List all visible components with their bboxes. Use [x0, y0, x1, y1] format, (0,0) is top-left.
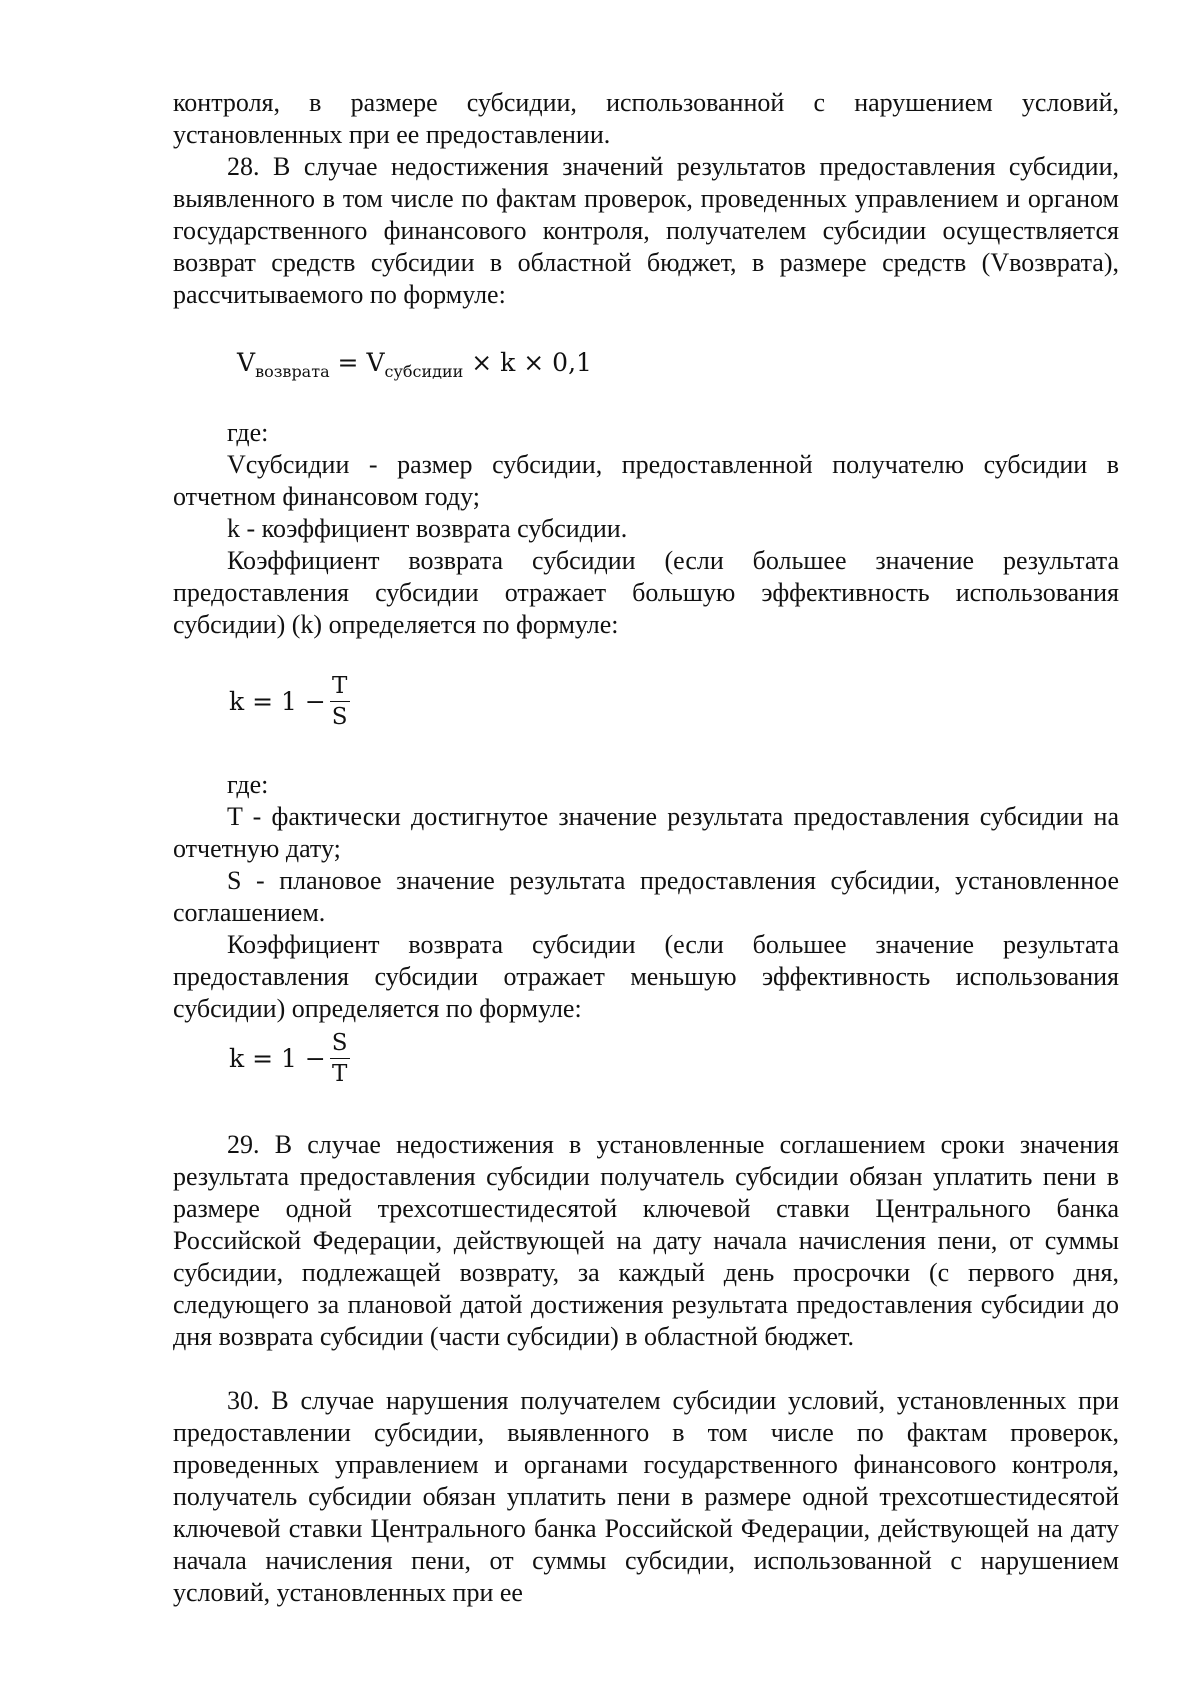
- fraction: [330, 672, 350, 731]
- formula-k-direct: [229, 672, 350, 731]
- paragraph-continuation: контроля, в размере субсидии, использованной с нарушением условий, установленных при ее предоставлении.: [173, 88, 1119, 149]
- definition-t: T - фактически достигнутое значение результата предоставления субсидии на отчетную дату;: [173, 802, 1119, 863]
- fraction-bar: [330, 701, 350, 702]
- formula-return-amount: [237, 348, 592, 381]
- definition-s: S - плановое значение результата предоставления субсидии, установленное соглашением.: [173, 866, 1119, 927]
- fraction: [330, 1029, 350, 1088]
- formula-rhs-rest: × k × 0,1: [463, 348, 592, 377]
- definition-k: k - коэффициент возврата субсидии.: [227, 514, 628, 543]
- formula-k-inverse: [229, 1029, 350, 1088]
- paragraph-29: 29. В случае недостижения в установленные соглашением сроки значения результата предоставления субсидии получатель субсидии обязан уплатить пени в размере одной трехсотшестидесятой ключевой ставки Центрального банка Российской Федерации, действующей на дату начала начисления пени, от суммы субсидии, подлежащей возврату, за каждый день просрочки (с первого дня, следующего за плановой датой достижения результата предоставления субсидии до дня возврата субсидии (части субсидии) в областной бюджет.: [173, 1130, 1119, 1351]
- fraction-bar: [330, 1058, 350, 1059]
- paragraph-28: 28. В случае недостижения значений результатов предоставления субсидии, выявленного в том числе по фактам проверок, проведенных управлением и органом государственного финансового контроля, получателем субсидии осуществляется возврат средств субсидии в областной бюджет, в размере средств (Vвозврата), рассчитываемого по формуле:: [173, 152, 1119, 309]
- formula-rhs-v: V: [366, 348, 385, 377]
- fraction-numerator: S: [331, 1030, 348, 1056]
- where-label-1: где:: [227, 418, 269, 447]
- formula-equals: =: [329, 348, 367, 377]
- definition-vsubsidy: Vсубсидии - размер субсидии, предоставленной получателю субсидии в отчетном финансовом году;: [173, 450, 1119, 511]
- paragraph-30: 30. В случае нарушения получателем субсидии условий, установленных при предоставлении субсидии, выявленного в том числе по фактам проверок, проведенных управлением и органами государственного финансового контроля, получатель субсидии обязан уплатить пени в размере одной трехсотшестидесятой ключевой ставки Центрального банка Российской Федерации, действующей на дату начала начисления пени, от суммы субсидии, использованной с нарушением условий, установленных при ее: [173, 1386, 1119, 1607]
- coefficient-paragraph-2: Коэффициент возврата субсидии (если большее значение результата предоставления субсидии отражает меньшую эффективность использования субсидии) определяется по формуле:: [173, 930, 1119, 1023]
- formula-k-lhs: k = 1 −: [229, 1044, 326, 1073]
- formula-lhs: V: [237, 348, 256, 377]
- fraction-denominator: T: [332, 1061, 348, 1087]
- formula-k-lhs: k = 1 −: [229, 687, 326, 716]
- where-label-2: где:: [227, 770, 269, 799]
- fraction-numerator: T: [332, 673, 348, 699]
- formula-lhs-subscript: возврата: [255, 362, 330, 381]
- coefficient-paragraph-1: Коэффициент возврата субсидии (если большее значение результата предоставления субсидии отражает большую эффективность использования субсидии) (k) определяется по формуле:: [173, 546, 1119, 639]
- fraction-denominator: S: [331, 704, 348, 730]
- formula-rhs-subscript: субсидии: [384, 362, 464, 381]
